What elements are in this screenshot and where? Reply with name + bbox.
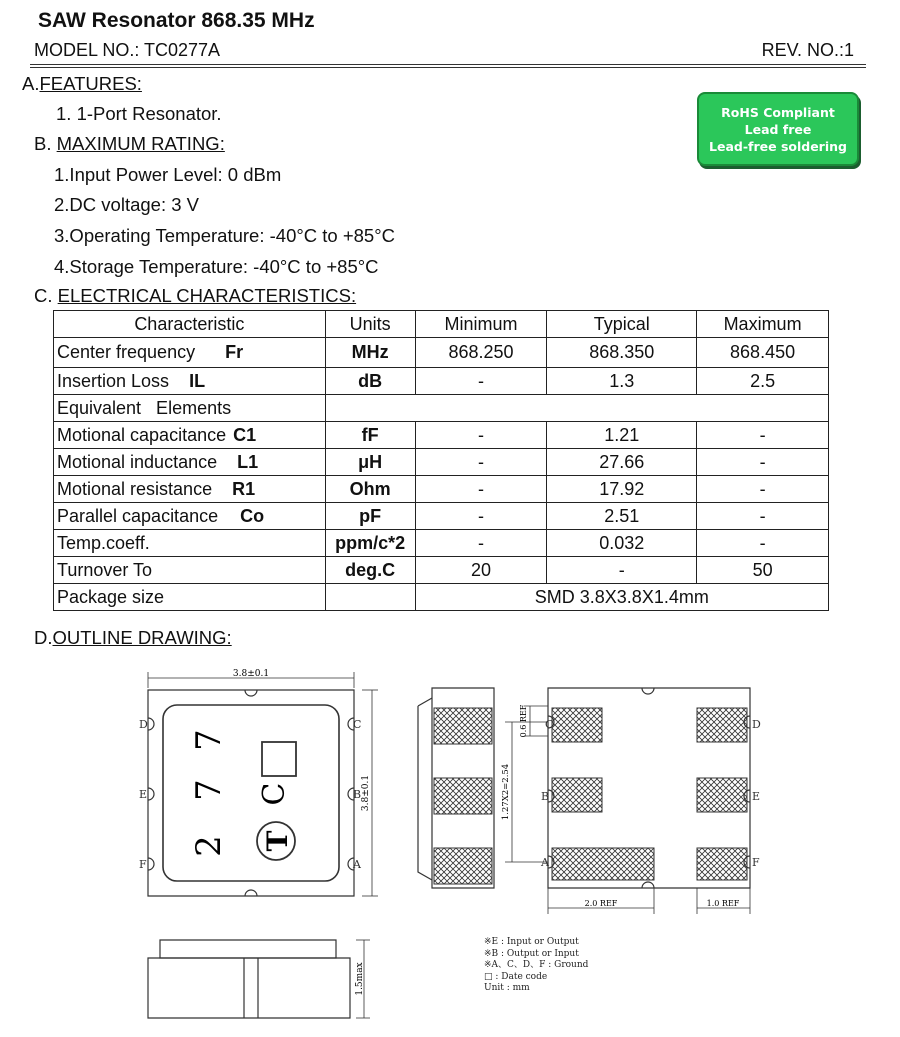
row-unit: Ohm [325,476,415,503]
row-name: Parallel capacitance [57,505,219,526]
table-row [54,422,829,449]
height-max-dimension: 1.5max [355,962,365,996]
rating-item: 3.Operating Temperature: -40°C to +85°C [54,225,395,246]
row-unit: μH [325,449,415,476]
header-cell: Maximum [697,311,829,338]
row-unit: MHz [325,338,415,368]
header-cell: Minimum [415,311,547,338]
row-typ: 27.66 [547,449,697,476]
marking-digit: 7 [189,779,229,801]
ref-dimension: 2.0 REF [584,899,618,908]
row-name: Package size [54,584,326,611]
rating-item: 1.Input Power Level: 0 dBm [54,164,282,185]
row-unit: pF [325,503,415,530]
row-max: 2.5 [697,368,829,395]
marking-digit: 7 [189,729,229,751]
row-label [54,368,326,395]
lid-profile [160,940,336,958]
section-prefix: C. [34,285,53,306]
row-min: - [415,368,547,395]
header-cell: Units [325,311,415,338]
header-rule [30,64,866,65]
pin-label: D [752,718,761,731]
row-typ: 1.3 [547,368,697,395]
badge-line: RoHS Compliant [721,104,835,120]
row-label [54,503,326,530]
row-typ: 0.032 [547,530,697,557]
row-label [54,422,326,449]
pin-label: B [541,790,550,803]
bottom-pad-d [697,708,747,742]
note-line: ※B : Output or Input [484,948,579,959]
section-label: MAXIMUM RATING: [56,133,225,154]
pin-label: D [139,718,148,731]
row-name: Motional capacitance [57,424,227,445]
bottom-pad-f [697,848,747,880]
row-name: Equivalent Elements [54,395,326,422]
row-name: Temp.coeff. [54,530,326,557]
table-row [54,584,829,611]
row-max: 50 [697,557,829,584]
rating-item: 2.DC voltage: 3 V [54,194,199,215]
electrical-table [53,310,829,611]
bottom-pad-c [552,708,602,742]
row-max: 868.450 [697,338,829,368]
logo-letter: T [261,830,294,852]
row-name: Center frequency [57,342,196,362]
badge-line: Lead free [744,121,812,137]
row-name: Motional resistance [57,478,213,499]
section-features-heading [22,73,142,95]
section-rating-heading [34,133,225,155]
row-symbol: Co [240,505,265,526]
row-max: - [697,503,829,530]
row-typ: 17.92 [547,476,697,503]
outline-drawing [0,650,900,1037]
row-label [54,476,326,503]
row-symbol: IL [189,370,206,391]
badge-line: Lead-free soldering [709,138,847,154]
section-prefix: D. [34,627,53,648]
empty-cell [325,395,828,422]
marking-digit: 2 [189,835,229,857]
note-line: ※E : Input or Output [484,937,579,947]
row-unit: deg.C [325,557,415,584]
table-row [54,530,829,557]
model-number: MODEL NO.: TC0277A [34,40,221,60]
row-unit: dB [325,368,415,395]
table-row [54,449,829,476]
table-row [54,395,829,422]
document-title: SAW Resonator 868.35 MHz [38,9,315,32]
row-symbol: Fr [225,342,244,362]
note-line: ※A、C、D、F : Ground [484,960,589,970]
ref-dimension: 1.0 REF [706,899,740,908]
package-size-value: SMD 3.8X3.8X1.4mm [415,584,828,611]
section-label: ELECTRICAL CHARACTERISTICS: [57,285,357,306]
revision-number: REV. NO.:1 [761,40,854,60]
row-max: - [697,476,829,503]
table-header-row [54,311,829,338]
pin-label: E [139,788,148,801]
row-min: 20 [415,557,547,584]
pin-label: A [353,858,361,871]
side-pad [434,778,492,814]
pin-label: B [353,788,362,801]
note-line: □ : Date code [484,971,548,982]
width-dimension: 3.8±0.1 [232,669,270,679]
header-cell: Characteristic [54,311,326,338]
pin-label: F [139,858,147,871]
rating-item: 4.Storage Temperature: -40°C to +85°C [54,256,379,277]
marking-letter: C [257,782,292,806]
row-min: - [415,422,547,449]
row-typ: 868.350 [547,338,697,368]
row-min: - [415,476,547,503]
section-prefix: A. [22,73,40,94]
table-row [54,368,829,395]
section-outline-heading [34,627,232,649]
empty-cell [325,584,415,611]
row-max: - [697,449,829,476]
row-min: - [415,449,547,476]
row-max: - [697,422,829,449]
table-row [54,476,829,503]
row-typ: - [547,557,697,584]
row-min: - [415,530,547,557]
height-dimension: 3.8±0.1 [361,774,371,812]
top-view-outline [148,690,354,896]
table-row [54,338,829,368]
side-pad [434,708,492,744]
row-name: Insertion Loss [57,370,170,391]
row-typ: 1.21 [547,422,697,449]
row-symbol: L1 [237,451,259,472]
rohs-badge [697,92,859,166]
date-code-box [262,742,296,776]
bottom-pad-a [552,848,654,880]
section-electrical-heading [34,285,356,307]
pin-label: E [752,790,761,803]
row-symbol: R1 [232,478,256,499]
section-prefix: B. [34,133,52,154]
pin-label: C [545,718,554,731]
base-profile [148,958,350,1018]
drawing-notes [484,937,588,995]
pin-label: C [353,718,362,731]
row-unit: fF [325,422,415,449]
pad-dimension: 0.6 REF [519,704,528,738]
row-max: - [697,530,829,557]
row-label [54,449,326,476]
pin-label: A [541,856,549,869]
row-unit: ppm/c*2 [325,530,415,557]
pin-label: F [752,856,760,869]
section-label: FEATURES: [39,73,142,94]
feature-item: 1. 1-Port Resonator. [56,103,222,124]
row-label [54,338,326,368]
table-row [54,503,829,530]
header-cell: Typical [547,311,697,338]
pitch-dimension: 1.27X2=2.54 [501,763,511,821]
row-name: Turnover To [54,557,326,584]
section-label: OUTLINE DRAWING: [52,627,232,648]
note-line: Unit : mm [484,983,530,993]
bottom-pad-e [697,778,747,812]
row-min: - [415,503,547,530]
table-row [54,557,829,584]
row-name: Motional inductance [57,451,218,472]
bottom-pad-b [552,778,602,812]
row-symbol: C1 [233,424,257,445]
row-min: 868.250 [415,338,547,368]
row-typ: 2.51 [547,503,697,530]
side-pad [434,848,492,884]
header-rule-thin [30,67,866,68]
